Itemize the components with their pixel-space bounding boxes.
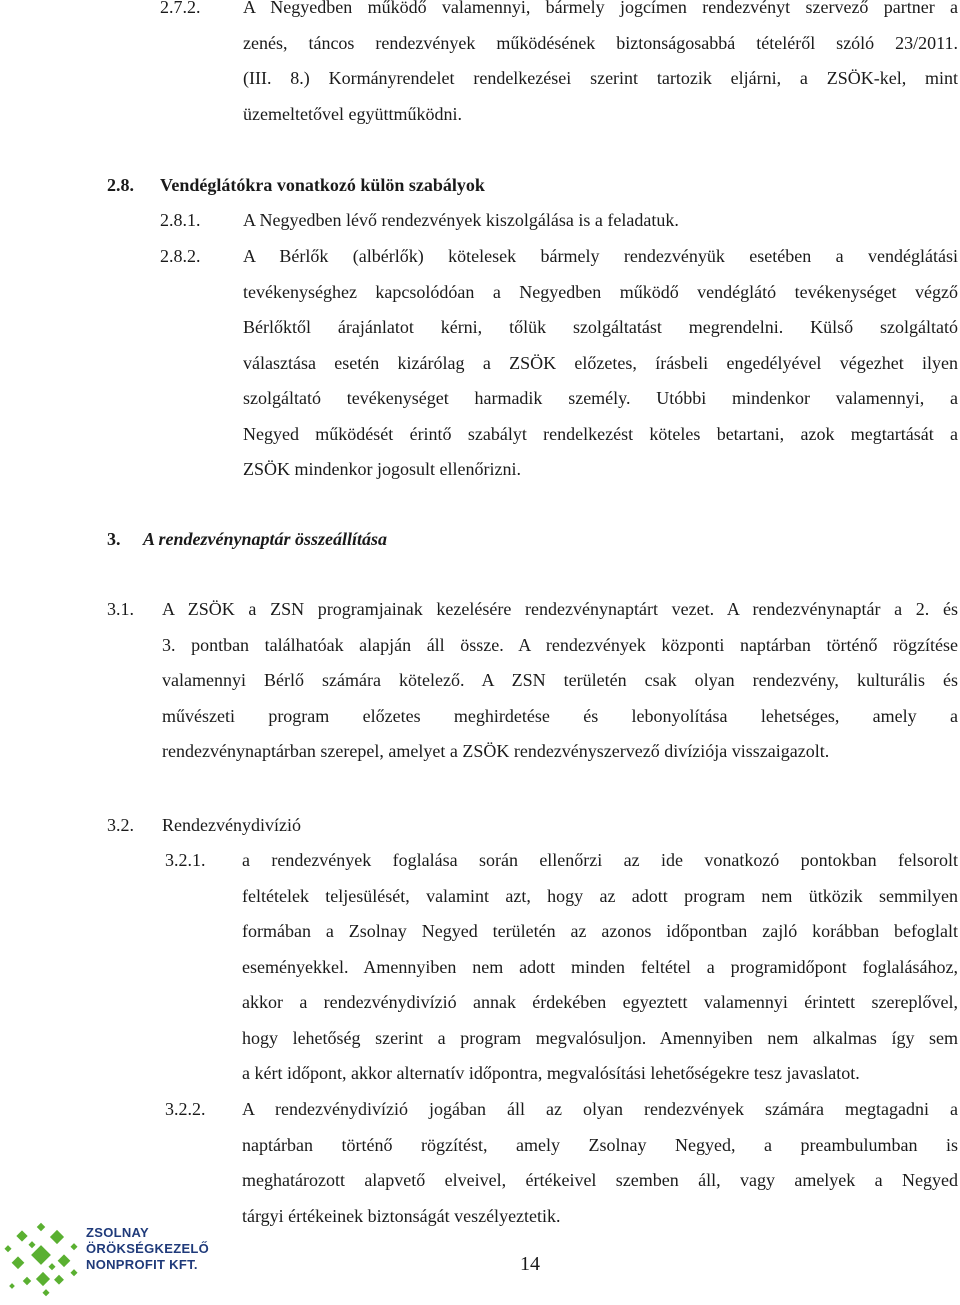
text-line: A rendezvénydivízió jogában áll az olyan rendezvények számára megtagadni a — [242, 1099, 958, 1119]
text-line: Negyed működését érintő szabályt rendelkezést köteles betartani, azok megtartását a — [243, 423, 958, 444]
text-line: Bérlőktől árajánlatot kérni, tőlük szolgáltatást megrendelni. Külső szolgáltató — [243, 317, 958, 337]
text-line: művészeti program előzetes meghirdetése és lebonyolítása lehetséges, amely a — [162, 705, 958, 726]
text-line: tevékenységhez kapcsolódóan a Negyedben működő vendéglátó tevékenységet végző — [243, 281, 958, 302]
text-line: a rendezvények foglalása során ellenőrzi az ide vonatkozó pontokban felsorolt — [242, 850, 958, 870]
section-number: 2.8.1. — [160, 210, 201, 230]
section-text — [243, 0, 958, 132]
section-number: 2.8. — [107, 175, 134, 195]
section-number: 2.7.2. — [160, 0, 201, 17]
text-line: a kért időpont, akkor alternatív időpontra, megvalósítási lehetőségekre tesz javaslatot. — [242, 1063, 860, 1083]
section-number: 3. — [107, 529, 121, 549]
text-line: hogy lehetőség szerint a program megvalósuljon. Amennyiben nem alkalmas így sem — [242, 1027, 958, 1048]
section-number: 2.8.2. — [160, 246, 201, 266]
text-line: akkor a rendezvénydivízió annak érdekében egyeztett valamennyi érintett szereplővel, — [242, 992, 958, 1012]
text-line: naptárban történő rögzítést, amely Zsolnay Negyed, a preambulumban is — [242, 1134, 958, 1155]
company-name — [86, 1225, 209, 1273]
section-title: A rendezvénynaptár összeállítása — [143, 529, 388, 549]
section-3-heading — [107, 522, 807, 558]
text-line: 3. pontban találhatóak alapján áll össze. A rendezvények központi naptárban történő rögzítése — [162, 634, 958, 655]
text-line: ZSÖK mindenkor jogosult ellenőrizni. — [243, 459, 521, 479]
zsolnay-logo-icon — [4, 1218, 90, 1300]
section-2-7-2 — [160, 0, 958, 132]
text-line: szolgáltató tevékenységet harmadik személy. Utóbbi mindenkor valamennyi, a — [243, 388, 958, 408]
text-line: választása esetén kizárólag a ZSÖK előzetes, írásbeli engedélyével végezhet ilyen — [243, 352, 958, 373]
text-line: valamennyi Bérlő számára kötelező. A ZSN területén csak olyan rendezvény, kulturális és — [162, 670, 958, 690]
text-line: üzemeltetővel együttműködni. — [243, 103, 462, 124]
text-line: zenés, táncos rendezvények működésének biztonságosabbá tételéről szóló 23/2011. — [243, 32, 958, 53]
section-title: Vendéglátókra vonatkozó külön szabályok — [160, 175, 485, 195]
text-line: tárgyi értékeinek biztonságát veszélyeztetik. — [242, 1205, 561, 1226]
section-text — [162, 592, 958, 770]
section-2-8-2 — [160, 239, 958, 488]
text-line: (III. 8.) Kormányrendelet rendelkezései szerint tartozik eljárni, a ZSÖK-kel, mint — [243, 68, 958, 88]
section-number: 3.2.1. — [165, 850, 206, 870]
section-text — [242, 843, 958, 1092]
company-name-line: ÖRÖKSÉGKEZELŐ — [86, 1241, 210, 1256]
text-line: eseményekkel. Amennyiben nem adott minden feltétel a programidőpont foglalásához, — [242, 956, 958, 977]
section-3-2-2 — [165, 1092, 958, 1234]
company-name-line: ZSOLNAY — [86, 1225, 150, 1240]
section-2-8-1 — [160, 203, 958, 239]
section-3-2-heading — [107, 808, 807, 844]
text-line: meghatározott alapvető elveivel, értékeivel szemben áll, vagy amelyek a Negyed — [242, 1170, 958, 1190]
section-2-8-heading — [107, 168, 807, 204]
section-text — [243, 239, 958, 488]
section-text: A Negyedben lévő rendezvények kiszolgálása is a feladatuk. — [243, 210, 679, 230]
company-name-line: NONPROFIT KFT. — [86, 1257, 198, 1272]
text-line: feltételek teljesülését, valamint azt, hogy az adott program nem ütközik semmilyen — [242, 885, 958, 906]
text-line: A Negyedben működő valamennyi, bármely jogcímen rendezvényt szervező partner a — [243, 0, 958, 17]
section-3-1 — [107, 592, 958, 770]
section-number: 3.1. — [107, 599, 134, 619]
text-line: rendezvénynaptárban szerepel, amelyet a ZSÖK rendezvényszervező divíziója visszaigazolt. — [162, 741, 830, 761]
section-number: 3.2.2. — [165, 1099, 206, 1119]
text-line: A ZSÖK a ZSN programjainak kezelésére rendezvénynaptárt vezet. A rendezvénynaptár a 2. és — [162, 599, 958, 619]
text-line: A Bérlők (albérlők) kötelesek bármely rendezvényük esetében a vendéglátási — [243, 246, 958, 266]
section-title: Rendezvénydivízió — [162, 815, 301, 835]
section-3-2-1 — [165, 843, 958, 1092]
page-number: 14 — [520, 1253, 540, 1275]
section-number: 3.2. — [107, 815, 134, 835]
section-text — [242, 1092, 958, 1234]
text-line: formában a Zsolnay Negyed területén az azonos időpontban zajló korábban befoglalt — [242, 921, 958, 941]
